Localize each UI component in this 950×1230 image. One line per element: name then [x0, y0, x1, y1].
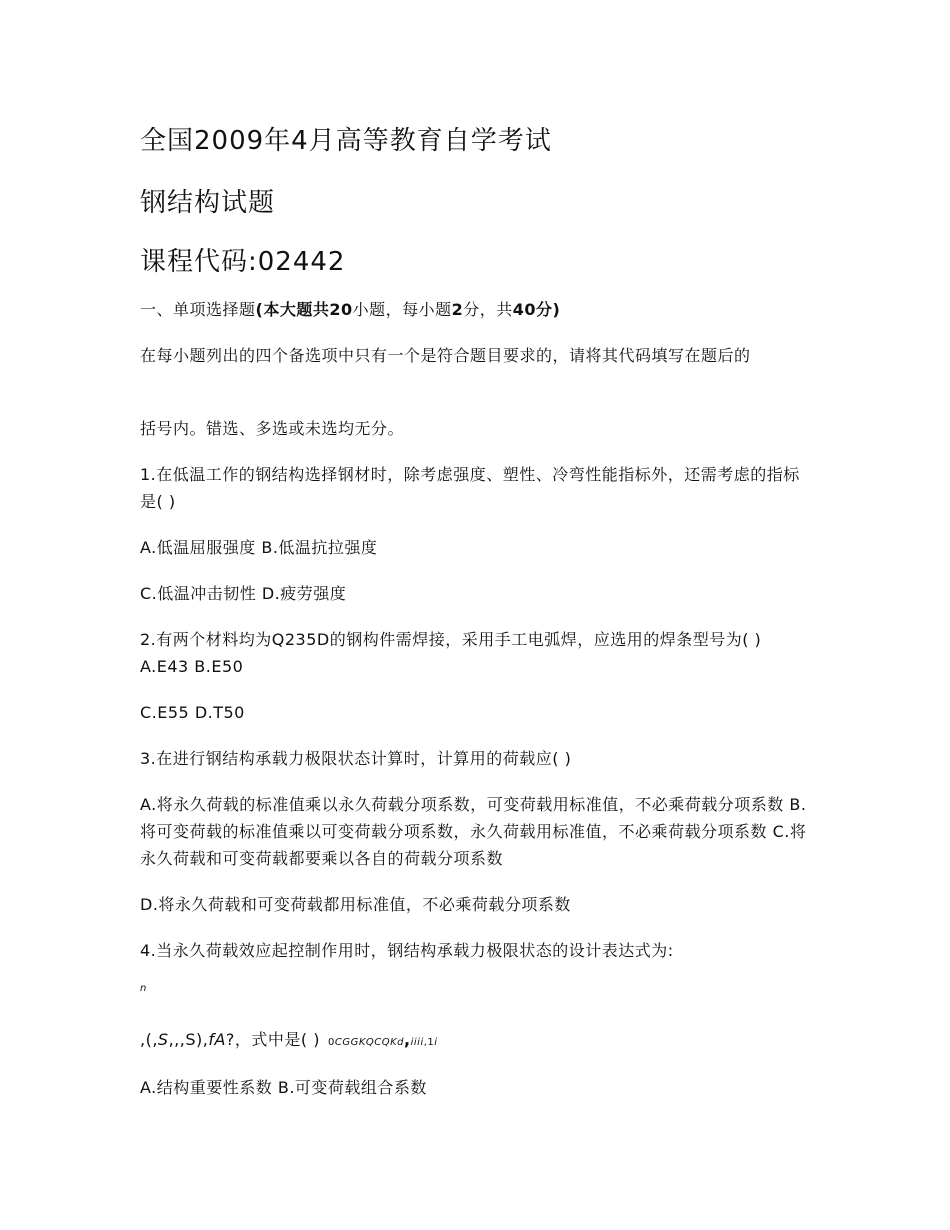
formula-part-f: ?，式中是( ) [225, 1030, 320, 1049]
section-heading-total: 40 [512, 300, 537, 319]
formula-subscript-d: iiii [410, 1037, 424, 1048]
question-4-options-ab: A.结构重要性系数 B.可变荷载组合系数 [140, 1078, 427, 1097]
instructions-line-2: 括号内。错选、多选或未选均无分。 [140, 419, 405, 438]
formula-part-a: ,(, [140, 1030, 158, 1049]
formula-subscript-f: i [434, 1037, 438, 1048]
section-heading-points: 2 [451, 300, 464, 319]
question-1-options-ab: A.低温屈服强度 B.低温抗拉强度 [140, 538, 378, 557]
question-3-options-abc: A.将永久荷载的标准值乘以永久荷载分项系数，可变荷载用标准值，不必乘荷载分项系数 B.将可变荷载的标准值乘以可变荷载分项系数，永久荷载用标准值，不必乘荷载分项系数 C.将永久荷载和可变荷载都要乘以各自的荷载分项系数 [140, 795, 807, 868]
section-heading-count: 20 [329, 300, 353, 319]
exam-title: 全国2009年4月高等教育自学考试 [140, 126, 552, 156]
question-1-options-cd: C.低温冲击韧性 D.疲劳强度 [140, 584, 347, 603]
question-4-formula [140, 1026, 810, 1056]
question-2-options-cd: C.E55 D.T50 [140, 703, 245, 722]
formula-superscript-n: n [140, 983, 147, 994]
section-heading [140, 296, 810, 323]
formula-subscript-b: CGGKQCQKd [334, 1037, 405, 1048]
question-3-option-d: D.将永久荷载和可变荷载都用标准值，不必乘荷载分项系数 [140, 895, 571, 914]
section-heading-part2: 小题，每小题 [352, 300, 452, 319]
course-code: 课程代码:02442 [140, 247, 346, 277]
formula-subscript-c: , [404, 1030, 411, 1049]
section-heading-part4: 分) [536, 300, 561, 319]
formula-part-c: , [168, 1030, 175, 1049]
question-3-text: 3.在进行钢结构承载力极限状态计算时，计算用的荷载应( ) [140, 749, 572, 768]
instructions-line-1: 在每小题列出的四个备选项中只有一个是符合题目要求的，请将其代码填写在题后的 [140, 346, 751, 365]
formula-part-b: S [157, 1030, 169, 1049]
formula-subscript-e: ,1 [423, 1037, 435, 1048]
question-1-text: 1.在低温工作的钢结构选择钢材时，除考虑强度、塑性、冷弯性能指标外，还需考虑的指标 是( ) [140, 465, 800, 511]
formula-subscript-a: 0 [327, 1037, 335, 1048]
formula-part-e: fA [208, 1030, 226, 1049]
formula-part-d: ,,S), [174, 1030, 209, 1049]
section-heading-part3: 分，共 [463, 300, 513, 319]
question-4-text: 4.当永久荷载效应起控制作用时，钢结构承载力极限状态的设计表达式为: [140, 941, 674, 960]
section-heading-part1: (本大题共 [255, 300, 330, 319]
section-heading-prefix: 一、单项选择题 [140, 300, 256, 319]
question-2-text: 2.有两个材料均为Q235D的钢构件需焊接，采用手工电弧焊，应选用的焊条型号为( ) A.E43 B.E50 [140, 630, 762, 676]
subject-title: 钢结构试题 [140, 188, 276, 218]
